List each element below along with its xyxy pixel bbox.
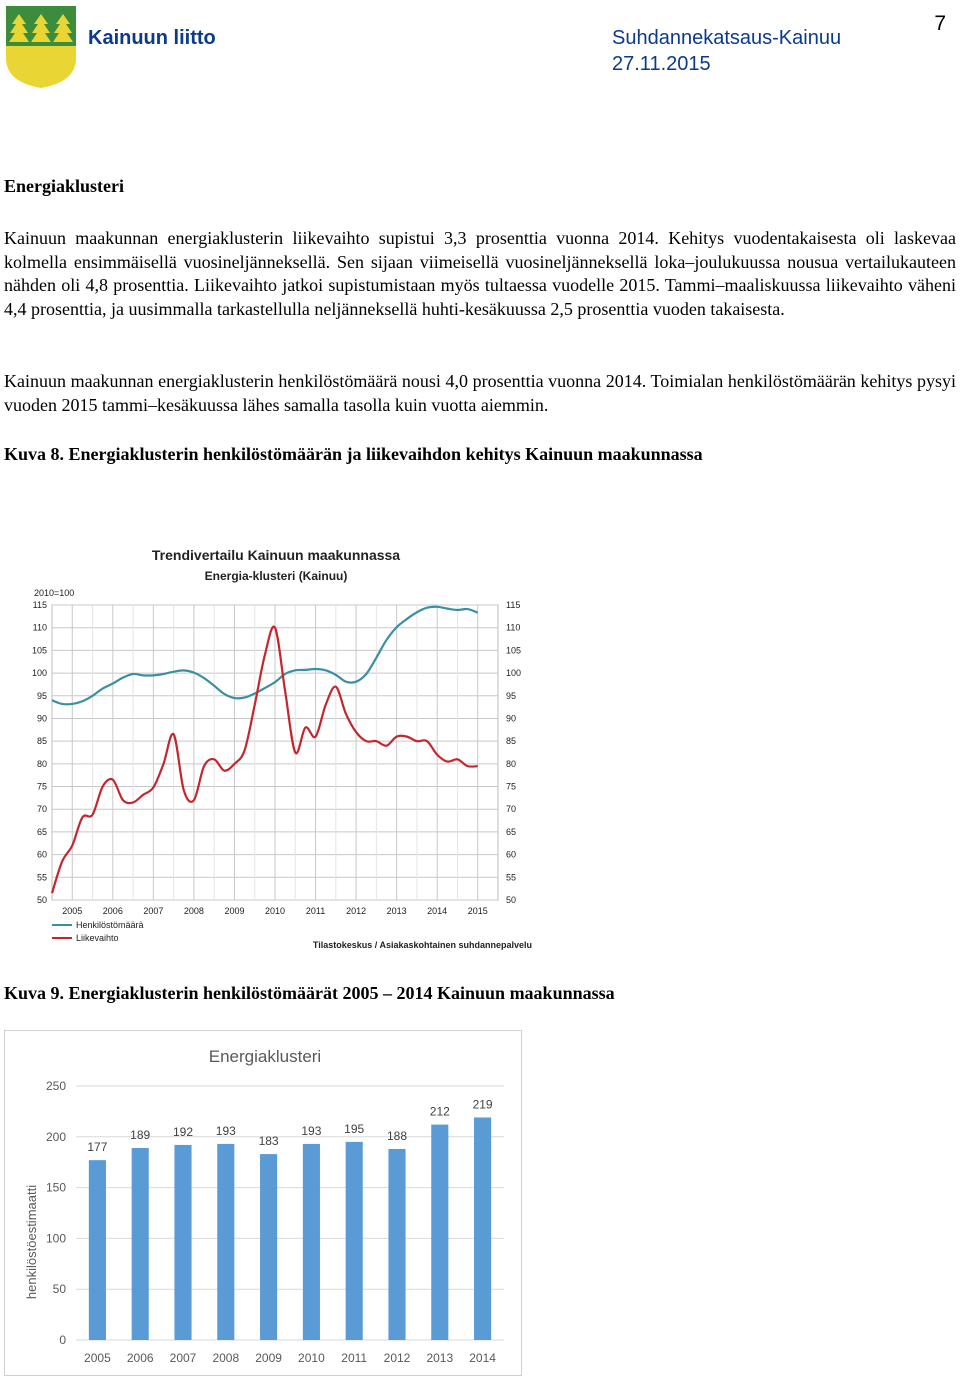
x-tick-label: 2011 xyxy=(341,1351,368,1365)
y-tick-label-right: 70 xyxy=(506,804,517,815)
x-tick-label: 2010 xyxy=(264,906,286,916)
paragraph-personnel: Kainuun maakunnan energiaklusterin henkilöstömäärä nousi 4,0 prosenttia vuonna 2014. Toimialan henkilöstömäärän kehitys pysyi vuoden 2015 tammi–kesäkuussa lähes samalla tasolla kuin vuotta aiemmin. xyxy=(4,371,956,415)
data-label: 192 xyxy=(172,1124,194,1139)
data-label: 195 xyxy=(344,1121,365,1136)
y-tick-label-right: 90 xyxy=(506,713,517,724)
x-tick-label: 2007 xyxy=(143,906,164,916)
bar xyxy=(346,1142,363,1340)
data-label: 193 xyxy=(301,1123,322,1138)
personnel-bar-chart xyxy=(4,1030,522,1376)
y-tick-label-left: 115 xyxy=(32,600,47,610)
y-tick-label-right: 60 xyxy=(506,849,517,860)
y-tick-label-right: 65 xyxy=(506,826,517,837)
data-label: 183 xyxy=(258,1134,279,1149)
data-label: 189 xyxy=(130,1127,151,1142)
chart-title: Energiaklusteri xyxy=(208,1047,322,1066)
y-tick-label: 50 xyxy=(52,1282,66,1297)
y-tick-label: 0 xyxy=(59,1333,66,1347)
figure8-caption: Kuva 8. Energiaklusterin henkilöstömäärän ja liikevaihdon kehitys Kainuun maakunnassa xyxy=(4,444,703,464)
organization-name: Kainuun liitto xyxy=(88,27,216,49)
y-tick-label-left: 80 xyxy=(36,758,47,769)
x-tick-label: 2013 xyxy=(426,1351,454,1365)
x-tick-label: 2005 xyxy=(62,906,83,916)
bar xyxy=(474,1117,491,1340)
y-tick-label-left: 105 xyxy=(31,645,47,656)
legend-label: Liikevaihto xyxy=(76,933,119,943)
figure9-caption: Kuva 9. Energiaklusterin henkilöstömäärät 2005 – 2014 Kainuun maakunnassa xyxy=(4,983,615,1003)
data-label: 177 xyxy=(87,1140,108,1155)
y-tick-label-left: 110 xyxy=(32,622,47,633)
y-tick-label: 200 xyxy=(45,1129,66,1144)
y-tick-label-right: 110 xyxy=(506,622,521,633)
y-tick-label-right: 115 xyxy=(506,600,521,610)
y-tick-label-left: 50 xyxy=(36,895,47,905)
x-tick-label: 2013 xyxy=(386,906,407,916)
document-title: Suhdannekatsaus-Kainuu xyxy=(612,27,842,49)
bar xyxy=(132,1148,149,1340)
bar xyxy=(431,1125,448,1340)
y-tick-label: 150 xyxy=(45,1180,66,1195)
y-tick-label-left: 90 xyxy=(36,713,47,724)
bar xyxy=(89,1160,106,1340)
x-tick-label: 2015 xyxy=(467,906,488,916)
x-tick-label: 2010 xyxy=(298,1351,325,1365)
y-tick-label-left: 75 xyxy=(36,781,47,792)
chart-source: Tilastokeskus / Asiakaskohtainen suhdannepalvelu xyxy=(312,940,532,950)
y-axis-label: henkilöstöestimaatti xyxy=(24,1184,39,1300)
x-tick-label: 2007 xyxy=(169,1351,197,1365)
x-tick-label: 2009 xyxy=(255,1351,282,1365)
paragraph-revenue: Kainuun maakunnan energiaklusterin liikevaihto supistui 3,3 prosenttia vuonna 2014. Kehitys vuodentakaisesta oli laskevaa kolmella ensimmäisellä vuosineljänneksellä. Sen sijaan viimeisellä vuosineljänneksellä loka–joulukuussa nousua vertailukauteen nähden oli 4,8 prosenttia. Liikevaihto jatkoi supistumistaan myös tultaessa vuodelle 2015. Tammi–maaliskuussa liikevaihto väheni 4,4 prosenttia, ja uusimmalla tarkastellulla neljänneksellä huhti-kesäkuussa 2,5 prosenttia vuoden takaisesta. xyxy=(4,228,956,319)
y-tick-label: 100 xyxy=(45,1231,66,1246)
x-tick-label: 2005 xyxy=(84,1351,111,1365)
page-header xyxy=(0,0,960,100)
y-tick-label-right: 80 xyxy=(506,758,517,769)
chart-title: Trendivertailu Kainuun maakunnassa xyxy=(151,547,401,563)
y-tick-label-right: 55 xyxy=(506,872,517,883)
y-tick-label-left: 55 xyxy=(36,872,47,883)
y-tick-label-right: 85 xyxy=(506,736,517,747)
bar xyxy=(217,1144,234,1340)
x-tick-label: 2008 xyxy=(183,906,204,916)
x-tick-label: 2006 xyxy=(102,906,123,916)
y-tick-label-left: 95 xyxy=(36,690,47,701)
y-tick-label-left: 100 xyxy=(31,668,47,679)
bar xyxy=(388,1149,405,1340)
kainuu-coat-of-arms-logo xyxy=(6,6,76,88)
index-base-label: 2010=100 xyxy=(34,588,75,598)
y-tick-label-right: 95 xyxy=(506,690,517,701)
y-tick-label-right: 50 xyxy=(506,895,517,905)
x-tick-label: 2011 xyxy=(305,906,326,916)
x-tick-label: 2014 xyxy=(427,906,448,916)
data-label: 219 xyxy=(472,1097,493,1112)
document-date: 27.11.2015 xyxy=(612,53,711,75)
y-tick-label-right: 75 xyxy=(506,781,517,792)
bar xyxy=(260,1154,277,1340)
y-tick-label-right: 105 xyxy=(506,645,522,656)
x-tick-label: 2006 xyxy=(126,1351,154,1365)
legend-label: Henkilöstömäärä xyxy=(76,920,144,930)
data-label: 212 xyxy=(429,1104,450,1119)
x-tick-label: 2014 xyxy=(469,1351,496,1365)
bar xyxy=(174,1145,191,1340)
x-tick-label: 2009 xyxy=(224,906,245,916)
trend-line-chart xyxy=(28,540,538,955)
bar xyxy=(303,1144,320,1340)
y-tick-label-right: 100 xyxy=(506,668,522,679)
page-number: 7 xyxy=(934,12,946,35)
x-tick-label: 2012 xyxy=(383,1351,411,1365)
section-heading: Energiaklusteri xyxy=(4,176,124,196)
y-tick-label-left: 60 xyxy=(36,849,47,860)
chart-subtitle: Energia-klusteri (Kainuu) xyxy=(204,569,348,583)
x-tick-label: 2012 xyxy=(346,906,367,916)
data-label: 193 xyxy=(215,1123,236,1138)
y-tick-label-left: 70 xyxy=(36,804,47,815)
y-tick-label: 250 xyxy=(45,1079,66,1093)
y-tick-label-left: 85 xyxy=(36,736,47,747)
data-label: 188 xyxy=(386,1128,408,1143)
y-tick-label-left: 65 xyxy=(36,826,47,837)
x-tick-label: 2008 xyxy=(212,1351,240,1365)
